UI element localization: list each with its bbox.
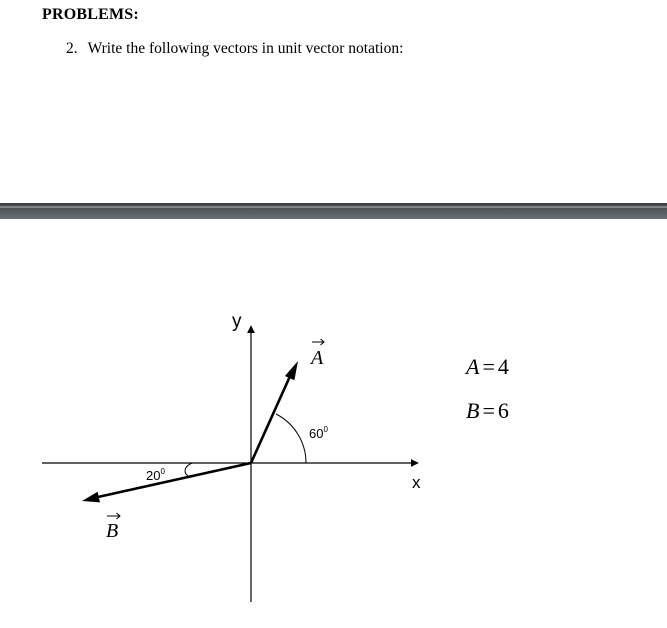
vector-a-shaft [251, 374, 291, 463]
given-a: A = 4 [466, 354, 509, 379]
section-heading: PROBLEMS: [42, 6, 139, 23]
angle-label-b: $20^0$ [146, 467, 165, 483]
vector-a-label: A [311, 347, 324, 369]
angle-arc-a [276, 414, 306, 463]
y-axis-label: y [232, 311, 242, 332]
vector-b-label: B [106, 520, 119, 542]
given-b: B = 6 [466, 398, 509, 423]
problem-number: 2. [66, 40, 78, 57]
vector-b-arrowhead [82, 492, 100, 503]
angle-arc-b [185, 463, 192, 477]
angle-label-a: $60^0$ [309, 425, 328, 441]
vector-a-overarrow [312, 339, 324, 345]
vector-a-arrowhead [285, 361, 298, 380]
x-axis-label: x [412, 473, 421, 492]
problem-text: Write the following vectors in unit vector notation: [87, 40, 404, 57]
vector-b-shaft [98, 463, 251, 497]
vector-b-overarrow [107, 513, 120, 519]
